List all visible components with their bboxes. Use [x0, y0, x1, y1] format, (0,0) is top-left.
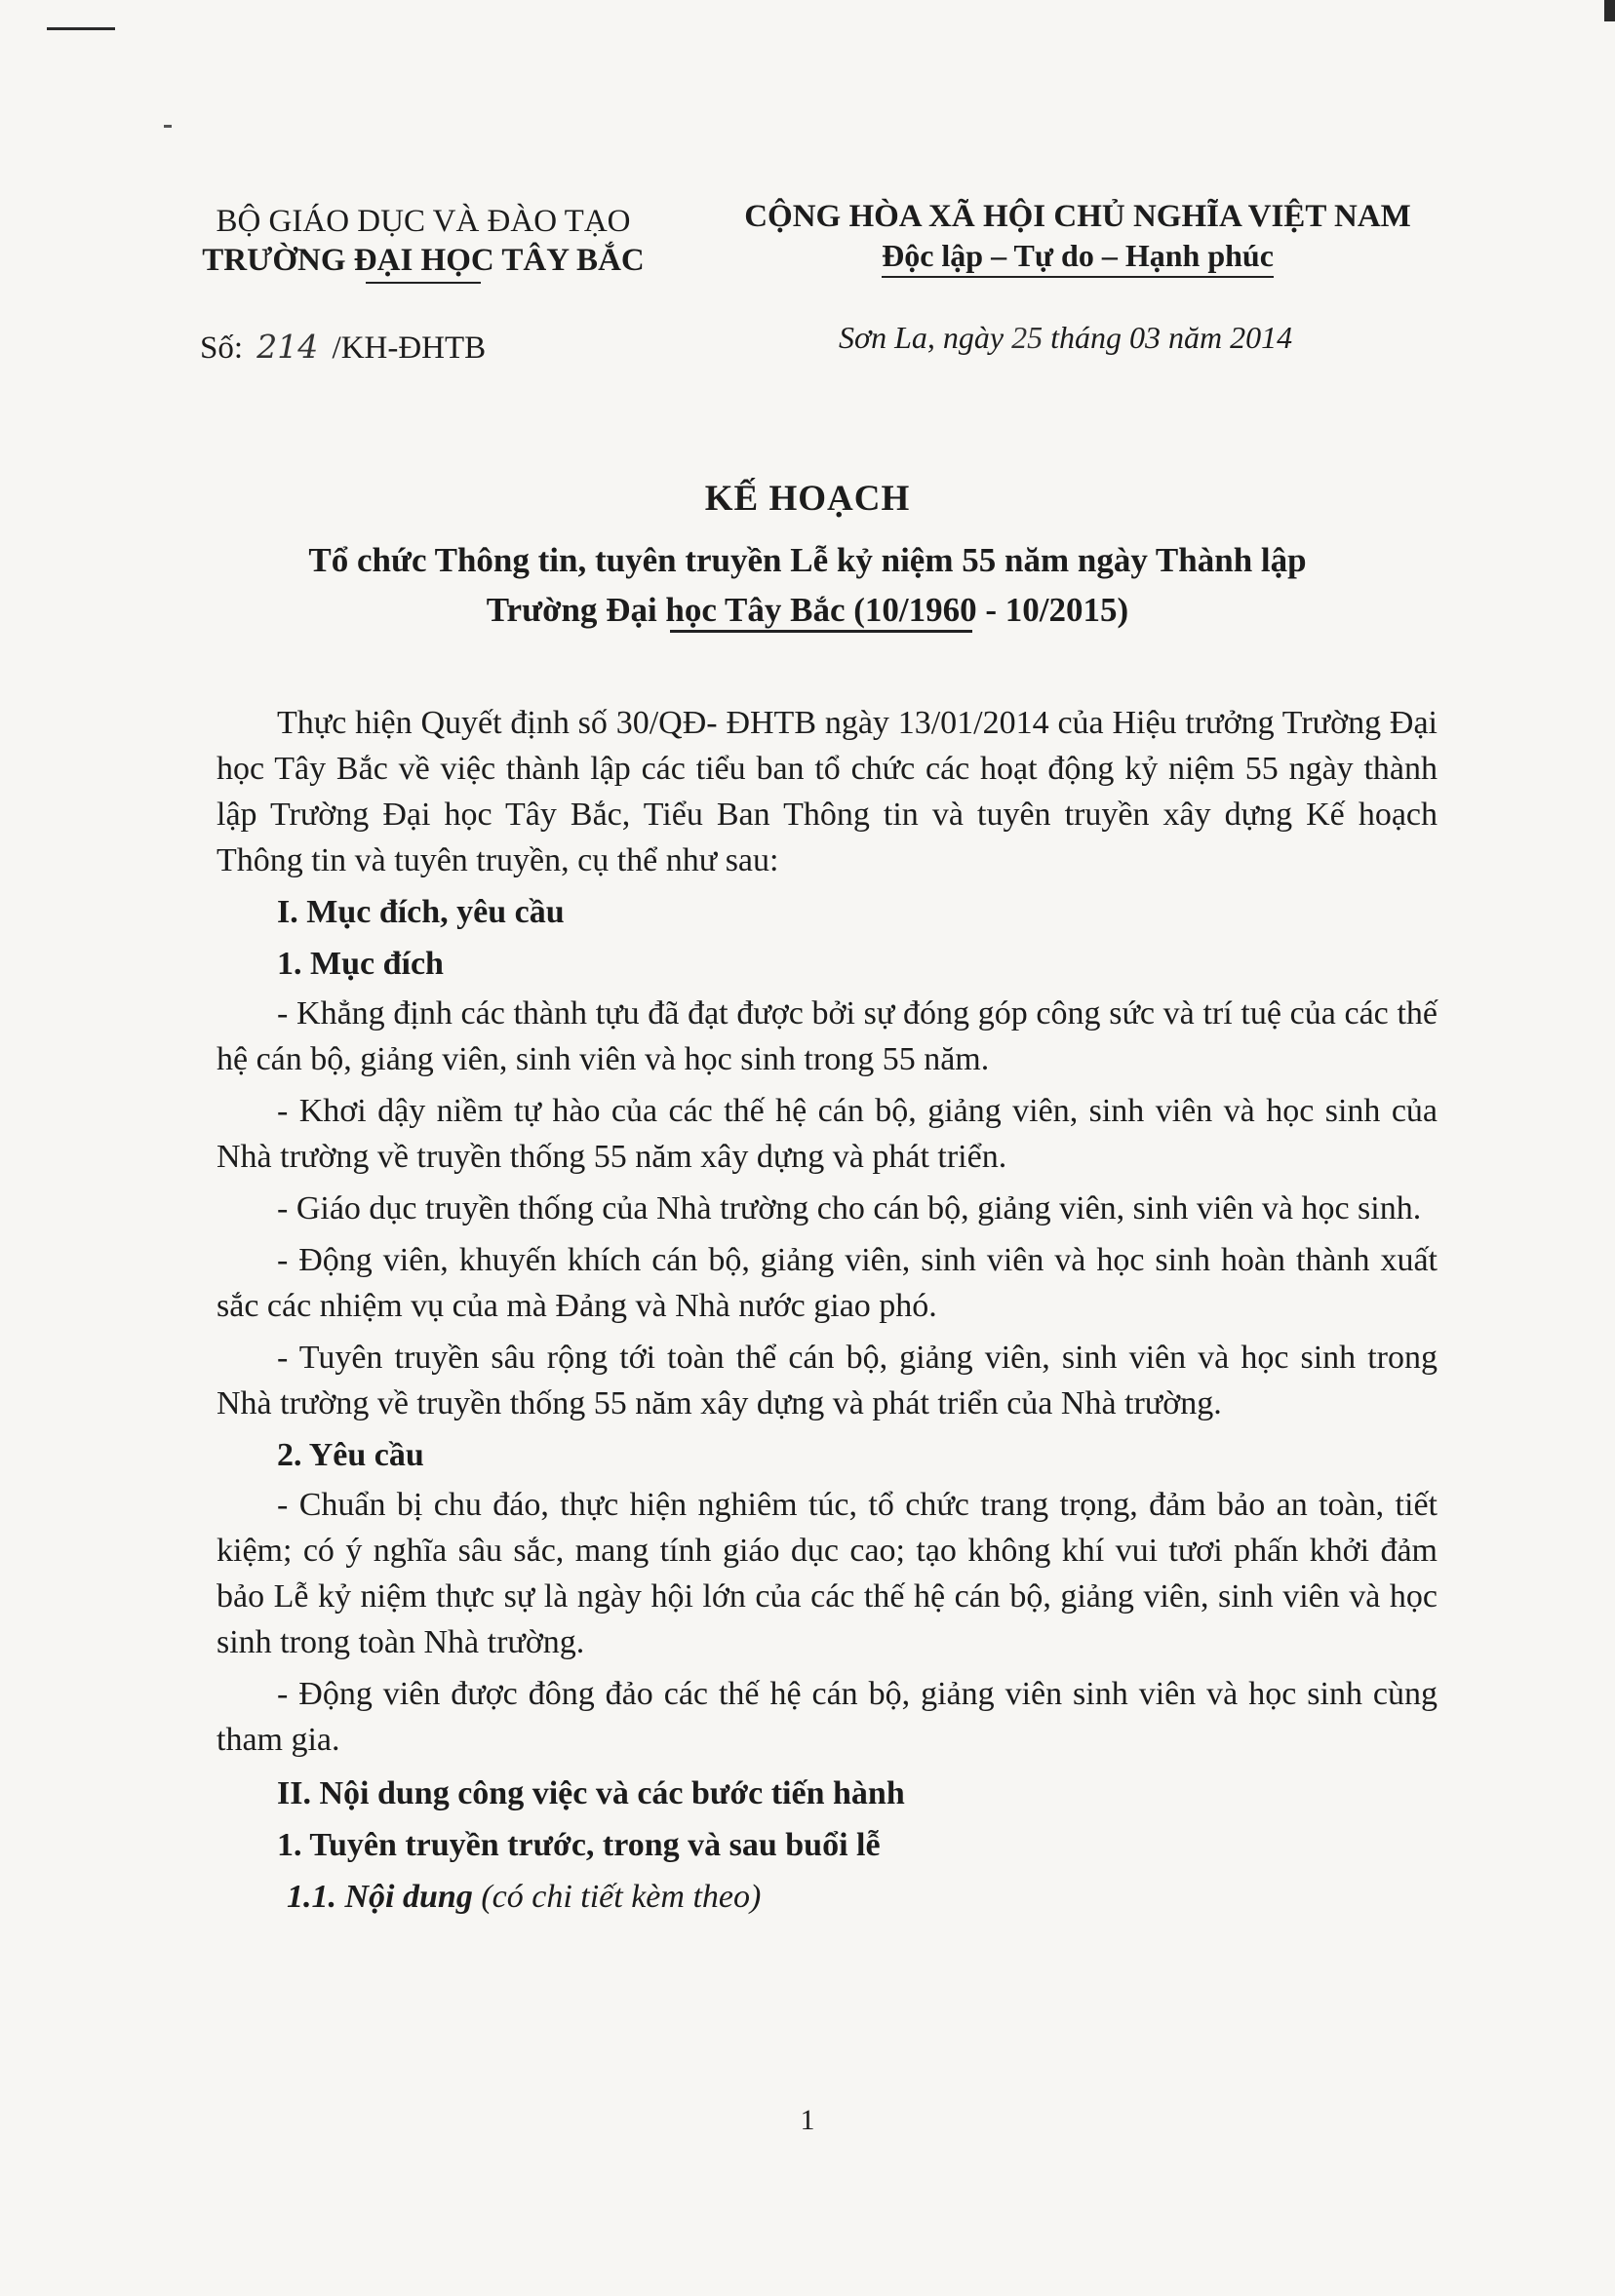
header-left — [170, 203, 677, 284]
ministry-name: BỘ GIÁO DỤC VÀ ĐÀO TẠO — [216, 204, 631, 239]
section-1-heading: I. Mục đích, yêu cầu — [277, 894, 565, 930]
purpose-item: - Tuyên truyền sâu rộng tới toàn thể cán bộ, giảng viên, sinh viên và học sinh trong Nhà trường về truyền thống 55 năm xây dựng và phát triển của Nhà trường. — [217, 1340, 1438, 1421]
document-number — [200, 328, 486, 367]
subtitle-underline — [670, 630, 972, 633]
requirement-item: - Chuẩn bị chu đáo, thực hiện nghiêm túc, tổ chức trang trọng, đảm bảo an toàn, tiết kiệm; có ý nghĩa sâu sắc, mang tính giáo dục cao; tạo không khí vui tươi phấn khởi đảm bảo Lễ kỷ niệm thực sự là ngày hội lớn của các thế hệ cán bộ, giảng viên, sinh viên và học sinh trong toàn Nhà trường. — [217, 1487, 1438, 1660]
section-2-1-1-heading — [217, 1874, 1438, 1920]
requirement-item: - Động viên được đông đảo các thế hệ cán bộ, giảng viên sinh viên và học sinh cùng tham gia. — [217, 1676, 1438, 1758]
scan-mark-corner — [1604, 0, 1615, 21]
section-1-1-heading: 1. Mục đích — [277, 946, 444, 982]
date-line — [839, 320, 1292, 356]
section-2-1-1-title: 1.1. Nội dung — [287, 1879, 473, 1915]
section-2-1-heading: 1. Tuyên truyền trước, trong và sau buổi lễ — [277, 1827, 881, 1863]
country-name: CỘNG HÒA XÃ HỘI CHỦ NGHĨA VIỆT NAM — [744, 199, 1411, 234]
date-prefix: Sơn La, ngày — [839, 320, 1004, 355]
university-name: TRƯỜNG ĐẠI HỌC TÂY BẮC — [202, 242, 645, 278]
purpose-item: - Động viên, khuyến khích cán bộ, giảng viên, sinh viên và học sinh hoàn thành xuất sắc các nhiệm vụ của mà Đảng và Nhà nước giao phó. — [217, 1242, 1438, 1324]
date-day-handwritten: 25 — [1011, 320, 1044, 355]
subtitle-line-1: Tổ chức Thông tin, tuyên truyền Lễ kỷ niệm 55 năm ngày Thành lập — [308, 541, 1307, 579]
doc-number-handwritten: 214 — [256, 328, 319, 366]
section-2-1-1-note: (có chi tiết kèm theo) — [481, 1879, 762, 1915]
scan-mark — [47, 27, 115, 30]
date-suffix: tháng 03 năm 2014 — [1050, 320, 1293, 355]
purpose-item: - Khẳng định các thành tựu đã đạt được bởi sự đóng góp công sức và trí tuệ của các thế hệ cán bộ, giảng viên, sinh viên và học sinh trong 55 năm. — [217, 995, 1438, 1077]
document-title: KẾ HOẠCH — [704, 479, 911, 519]
header-left-rule — [366, 282, 481, 284]
purpose-item: - Khơi dậy niềm tự hào của các thế hệ cán bộ, giảng viên, sinh viên và học sinh của Nhà trường về truyền thống 55 năm xây dựng và phát triển. — [217, 1093, 1438, 1175]
doc-number-prefix: Số: — [200, 331, 244, 366]
header-right — [702, 198, 1453, 278]
document-body — [217, 700, 1438, 1920]
page-number: 1 — [800, 2104, 815, 2136]
national-motto: Độc lập – Tự do – Hạnh phúc — [882, 237, 1274, 278]
document-subtitle — [195, 536, 1420, 636]
doc-number-suffix: /KH-ĐHTB — [332, 331, 487, 366]
subtitle-line-2: Trường Đại học Tây Bắc (10/1960 - 10/2015) — [486, 590, 1129, 629]
scan-speck — [164, 125, 172, 128]
section-2-heading: II. Nội dung công việc và các bước tiến hành — [277, 1775, 905, 1811]
purpose-item: - Giáo dục truyền thống của Nhà trường cho cán bộ, giảng viên, sinh viên và học sinh. — [277, 1190, 1422, 1226]
section-1-2-heading: 2. Yêu cầu — [277, 1437, 424, 1473]
intro-paragraph: Thực hiện Quyết định số 30/QĐ- ĐHTB ngày 13/01/2014 của Hiệu trưởng Trường Đại học Tây Bắc về việc thành lập các tiểu ban tổ chức các hoạt động kỷ niệm 55 ngày thành lập Trường Đại học Tây Bắc, Tiểu Ban Thông tin và tuyên truyền xây dựng Kế hoạch Thông tin và tuyên truyền, cụ thể như sau: — [217, 705, 1438, 878]
